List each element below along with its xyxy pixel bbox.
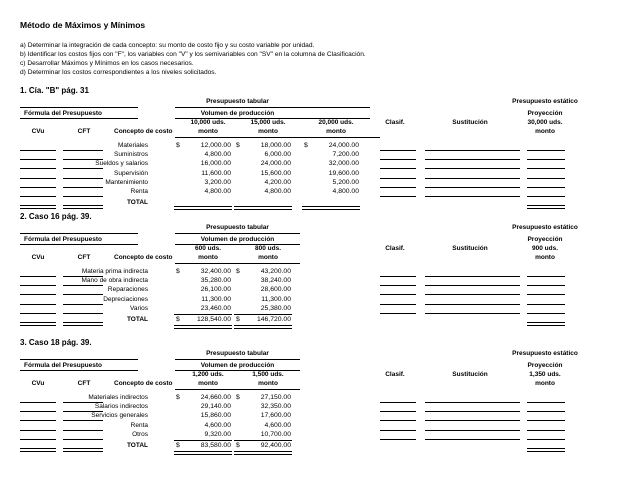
header-rule: [175, 107, 370, 108]
amount-cell: 43,200.00: [260, 268, 291, 275]
currency-sign: $: [176, 142, 180, 149]
currency-sign: $: [304, 142, 308, 149]
clasif-blank-line: [380, 411, 416, 412]
amount-cell: 3,200.00: [204, 178, 231, 186]
clasif-blank-line: [380, 178, 416, 179]
amount-cell: 27,150.00: [260, 394, 291, 401]
proyeccion-label: Proyección: [527, 236, 563, 243]
total-label: TOTAL: [126, 316, 148, 323]
sustitucion-header: Sustitución: [452, 245, 488, 252]
projection-blank-line: [527, 285, 565, 286]
cvu-blank-line: [20, 276, 56, 277]
sustitucion-blank-line: [425, 439, 520, 440]
monto-rule: [175, 263, 300, 264]
amount-cell: 29,140.00: [200, 403, 231, 411]
amount-cell: 7,200.00: [332, 151, 359, 159]
section-heading: 1. Cía. "B" pág. 31: [20, 86, 89, 95]
amount-cell: 4,600.00: [204, 421, 231, 429]
concept-label: Materiales: [118, 142, 148, 149]
presupuesto-estatico-label: Presupuesto estático: [512, 224, 578, 231]
subtotal-rule: [234, 314, 292, 315]
projection-blank-line: [527, 304, 565, 305]
formula-rule-bottom: [20, 118, 138, 119]
concepto-header: Concepto de costo: [114, 380, 173, 387]
concept-label: Renta: [130, 188, 148, 195]
amount-cell: 28,600.00: [260, 286, 291, 294]
currency-sign: $: [236, 316, 240, 323]
clasif-blank-line: [380, 430, 416, 431]
monto-rule: [175, 389, 300, 390]
monto-header: monto: [258, 128, 278, 135]
clasif-blank-line: [380, 187, 416, 188]
currency-sign: $: [236, 142, 240, 149]
total-blank-rule: [174, 206, 232, 210]
cvu-blank-line: [20, 159, 56, 160]
concept-label: Servicios generales: [91, 412, 148, 420]
amount-cell: 16,000.00: [200, 160, 231, 168]
total-double-rule: [174, 325, 232, 329]
concepto-header: Concepto de costo: [114, 254, 173, 261]
sustitucion-blank-line: [425, 294, 520, 295]
projection-total-line: [527, 322, 565, 326]
cvu-total-line: [20, 448, 56, 452]
cft-blank-line: [63, 294, 103, 295]
formula-rule-bottom: [20, 370, 138, 371]
amount-cell: 15,860.00: [200, 412, 231, 420]
currency-sign: $: [236, 394, 240, 401]
sustitucion-blank-line: [425, 159, 520, 160]
cvu-blank-line: [20, 150, 56, 151]
amount-cell: 5,200.00: [332, 178, 359, 186]
clasif-blank-line: [380, 150, 416, 151]
cft-blank-line: [63, 430, 103, 431]
projection-blank-line: [527, 150, 565, 151]
volume-header: 20,000 uds.: [318, 119, 354, 126]
presupuesto-estatico-label: Presupuesto estático: [512, 350, 578, 357]
total-amount: 92,400.00: [260, 442, 291, 449]
presupuesto-estatico-label: Presupuesto estático: [512, 98, 578, 105]
monto-header: monto: [198, 254, 218, 261]
section-heading: 3. Caso 18 pág. 39.: [20, 338, 92, 347]
currency-sign: $: [236, 268, 240, 275]
projection-monto-header: monto: [535, 380, 555, 387]
formula-rule-top: [20, 233, 138, 234]
amount-cell: 26,100.00: [200, 286, 231, 294]
projection-blank-line: [527, 187, 565, 188]
total-blank-rule: [234, 206, 292, 210]
cft-blank-line: [63, 276, 103, 277]
clasif-header: Clasif.: [385, 119, 405, 126]
amount-cell: 11,300.00: [201, 295, 231, 303]
cft-blank-line: [63, 420, 103, 421]
cft-header: CFT: [77, 254, 91, 261]
cvu-blank-line: [20, 402, 56, 403]
monto-header: monto: [258, 254, 278, 261]
cft-blank-line: [63, 187, 103, 188]
volume-header: 10,000 uds.: [190, 119, 226, 126]
cft-blank-line: [63, 196, 103, 197]
clasif-blank-line: [380, 159, 416, 160]
projection-blank-line: [527, 178, 565, 179]
projection-blank-line: [527, 430, 565, 431]
cvu-blank-line: [20, 313, 56, 314]
total-label: TOTAL: [126, 199, 148, 207]
amount-cell: 4,800.00: [204, 151, 231, 159]
concept-label: Mano de obra indirecta: [81, 277, 148, 285]
sustitucion-blank-line: [425, 402, 520, 403]
cvu-header: CVu: [31, 128, 45, 135]
clasif-header: Clasif.: [385, 245, 405, 252]
projection-blank-line: [527, 420, 565, 421]
monto-header: monto: [198, 380, 218, 387]
concepto-header: Concepto de costo: [114, 128, 173, 135]
currency-sign: $: [176, 442, 180, 449]
volume-header: 1,500 uds.: [252, 371, 284, 378]
amount-cell: 24,000.00: [328, 142, 359, 149]
total-blank-rule: [302, 206, 360, 210]
amount-cell: 4,600.00: [264, 421, 291, 429]
concept-label: Salarios indirectos: [94, 403, 148, 411]
formula-rule-top: [20, 107, 138, 108]
clasif-blank-line: [380, 304, 416, 305]
amount-cell: 24,000.00: [260, 160, 291, 168]
sustitucion-blank-line: [425, 276, 520, 277]
concept-label: Mantenimiento: [105, 178, 148, 186]
sustitucion-blank-line: [425, 187, 520, 188]
total-double-rule: [234, 451, 292, 455]
concept-label: Depreciaciones: [103, 295, 148, 303]
clasif-header: Clasif.: [385, 371, 405, 378]
volume-header: 600 uds.: [194, 245, 221, 252]
formula-rule-top: [20, 359, 138, 360]
amount-cell: 23,460.00: [200, 304, 231, 312]
cvu-blank-line: [20, 285, 56, 286]
concept-label: Materiales indirectos: [88, 394, 148, 401]
projection-volume: 1,350 uds.: [529, 371, 561, 378]
monto-rule: [175, 137, 380, 138]
amount-cell: 35,280.00: [200, 277, 231, 285]
cft-blank-line: [63, 402, 103, 403]
volume-header: 800 uds.: [254, 245, 281, 252]
proyeccion-label: Proyección: [527, 110, 563, 117]
cft-blank-line: [63, 304, 103, 305]
cvu-blank-line: [20, 304, 56, 305]
cvu-blank-line: [20, 430, 56, 431]
amount-cell: 24,660.00: [200, 394, 231, 401]
cft-header: CFT: [77, 128, 91, 135]
clasif-blank-line: [380, 313, 416, 314]
volumen-label: Volumen de producción: [200, 110, 275, 117]
volume-header: 1,200 uds.: [192, 371, 224, 378]
cft-blank-line: [63, 285, 103, 286]
cvu-blank-line: [20, 187, 56, 188]
total-double-rule: [174, 451, 232, 455]
sustitucion-blank-line: [425, 420, 520, 421]
cvu-blank-line: [20, 420, 56, 421]
amount-cell: 4,800.00: [204, 188, 231, 195]
projection-total-line: [527, 448, 565, 452]
cft-blank-line: [63, 178, 103, 179]
cvu-total-line: [20, 205, 56, 209]
clasif-blank-line: [380, 439, 416, 440]
total-label: TOTAL: [126, 442, 148, 449]
cft-total-line: [63, 205, 103, 209]
amount-cell: 25,380.00: [260, 304, 291, 312]
formula-label: Fórmula del Presupuesto: [24, 362, 103, 369]
projection-blank-line: [527, 402, 565, 403]
amount-cell: 12,000.00: [200, 142, 231, 149]
cvu-blank-line: [20, 411, 56, 412]
cft-blank-line: [63, 439, 103, 440]
currency-sign: $: [236, 442, 240, 449]
amount-cell: 6,000.00: [264, 151, 291, 159]
sustitucion-blank-line: [425, 196, 520, 197]
currency-sign: $: [176, 316, 180, 323]
amount-cell: 17,600.00: [260, 412, 291, 420]
clasif-blank-line: [380, 294, 416, 295]
total-amount: 146,720.00: [256, 316, 291, 323]
monto-header: monto: [198, 128, 218, 135]
currency-sign: $: [176, 268, 180, 275]
subtotal-rule: [234, 440, 292, 441]
clasif-blank-line: [380, 402, 416, 403]
subtotal-rule: [174, 440, 232, 441]
cvu-blank-line: [20, 439, 56, 440]
amount-cell: 32,000.00: [328, 160, 359, 168]
volumen-label: Volumen de producción: [200, 236, 275, 243]
concept-label: Materia prima indirecta: [81, 268, 148, 275]
subtotal-rule: [174, 314, 232, 315]
amount-cell: 32,350.00: [260, 403, 291, 411]
formula-rule-bottom: [20, 244, 138, 245]
total-amount: 128,540.00: [196, 316, 231, 323]
sustitucion-blank-line: [425, 285, 520, 286]
proyeccion-label: Proyección: [527, 362, 563, 369]
cft-blank-line: [63, 150, 103, 151]
currency-sign: $: [176, 394, 180, 401]
total-double-rule: [234, 325, 292, 329]
amount-cell: 19,600.00: [328, 169, 359, 177]
amount-cell: 4,800.00: [264, 188, 291, 195]
amount-cell: 4,200.00: [264, 178, 291, 186]
cft-blank-line: [63, 159, 103, 160]
concept-label: Reparaciones: [107, 286, 148, 294]
amount-cell: 11,600.00: [201, 169, 231, 177]
sustitucion-blank-line: [425, 411, 520, 412]
presupuesto-tabular-label: Presupuesto tabular: [206, 350, 269, 357]
concept-label: Renta: [130, 421, 148, 429]
amount-cell: 15,600.00: [260, 169, 291, 177]
amount-cell: 11,300.00: [261, 295, 291, 303]
amount-cell: 4,800.00: [332, 188, 359, 195]
cft-total-line: [63, 448, 103, 452]
projection-total-line: [527, 205, 565, 209]
amount-cell: 10,700.00: [260, 430, 291, 438]
sustitucion-blank-line: [425, 178, 520, 179]
total-amount: 83,580.00: [200, 442, 231, 449]
instruction-a: a) Determinar la integración de cada concepto: su monto de costo fijo y su costo variable por unidad.: [20, 42, 315, 49]
sustitucion-blank-line: [425, 150, 520, 151]
sustitucion-blank-line: [425, 313, 520, 314]
projection-volume: 30,000 uds.: [527, 119, 563, 126]
concept-label: Otros: [132, 430, 148, 438]
volumen-label: Volumen de producción: [200, 362, 275, 369]
concept-label: Suministros: [114, 151, 148, 159]
amount-cell: 18,000.00: [260, 142, 291, 149]
projection-blank-line: [527, 159, 565, 160]
cft-header: CFT: [77, 380, 91, 387]
volume-header: 15,000 uds.: [250, 119, 286, 126]
projection-monto-header: monto: [535, 128, 555, 135]
instruction-c: c) Desarrollar Máximos y Mínimos en los casos necesarios.: [20, 60, 194, 67]
section-heading: 2. Caso 16 pág. 39.: [20, 212, 92, 221]
formula-label: Fórmula del Presupuesto: [24, 110, 103, 117]
cvu-blank-line: [20, 178, 56, 179]
presupuesto-tabular-label: Presupuesto tabular: [206, 224, 269, 231]
cvu-blank-line: [20, 196, 56, 197]
clasif-blank-line: [380, 276, 416, 277]
concept-label: Supervisión: [114, 169, 148, 177]
projection-blank-line: [527, 168, 565, 169]
projection-blank-line: [527, 196, 565, 197]
projection-blank-line: [527, 276, 565, 277]
monto-header: monto: [258, 380, 278, 387]
cvu-header: CVu: [31, 380, 45, 387]
instruction-d: d) Determinar los costos correspondientes a los niveles solicitados.: [20, 69, 217, 76]
amount-cell: 32,400.00: [200, 268, 231, 275]
cvu-blank-line: [20, 294, 56, 295]
projection-blank-line: [527, 313, 565, 314]
cvu-total-line: [20, 322, 56, 326]
sustitucion-blank-line: [425, 430, 520, 431]
clasif-blank-line: [380, 420, 416, 421]
concept-label: Varios: [130, 304, 148, 312]
amount-cell: 38,240.00: [260, 277, 291, 285]
header-rule: [175, 359, 300, 360]
amount-cell: 9,320.00: [204, 430, 231, 438]
presupuesto-tabular-label: Presupuesto tabular: [206, 98, 269, 105]
page-title: Método de Máximos y Mínimos: [20, 20, 146, 30]
clasif-blank-line: [380, 168, 416, 169]
projection-blank-line: [527, 411, 565, 412]
projection-blank-line: [527, 439, 565, 440]
formula-label: Fórmula del Presupuesto: [24, 236, 103, 243]
monto-header: monto: [326, 128, 346, 135]
projection-monto-header: monto: [535, 254, 555, 261]
cft-blank-line: [63, 313, 103, 314]
cft-blank-line: [63, 168, 103, 169]
concept-label: Sueldos y salarios: [95, 160, 148, 168]
sustitucion-blank-line: [425, 168, 520, 169]
cft-total-line: [63, 322, 103, 326]
sustitucion-header: Sustitución: [452, 119, 488, 126]
clasif-blank-line: [380, 285, 416, 286]
sustitucion-header: Sustitución: [452, 371, 488, 378]
clasif-blank-line: [380, 196, 416, 197]
sustitucion-blank-line: [425, 304, 520, 305]
projection-blank-line: [527, 294, 565, 295]
cft-blank-line: [63, 411, 103, 412]
header-rule: [175, 233, 300, 234]
projection-volume: 900 uds.: [531, 245, 558, 252]
cvu-blank-line: [20, 168, 56, 169]
instruction-b: b) Identificar los costos fijos con "F", los variables con "V" y los semivariables con "SV" en la columna de Clasificación.: [20, 51, 366, 58]
cvu-header: CVu: [31, 254, 45, 261]
